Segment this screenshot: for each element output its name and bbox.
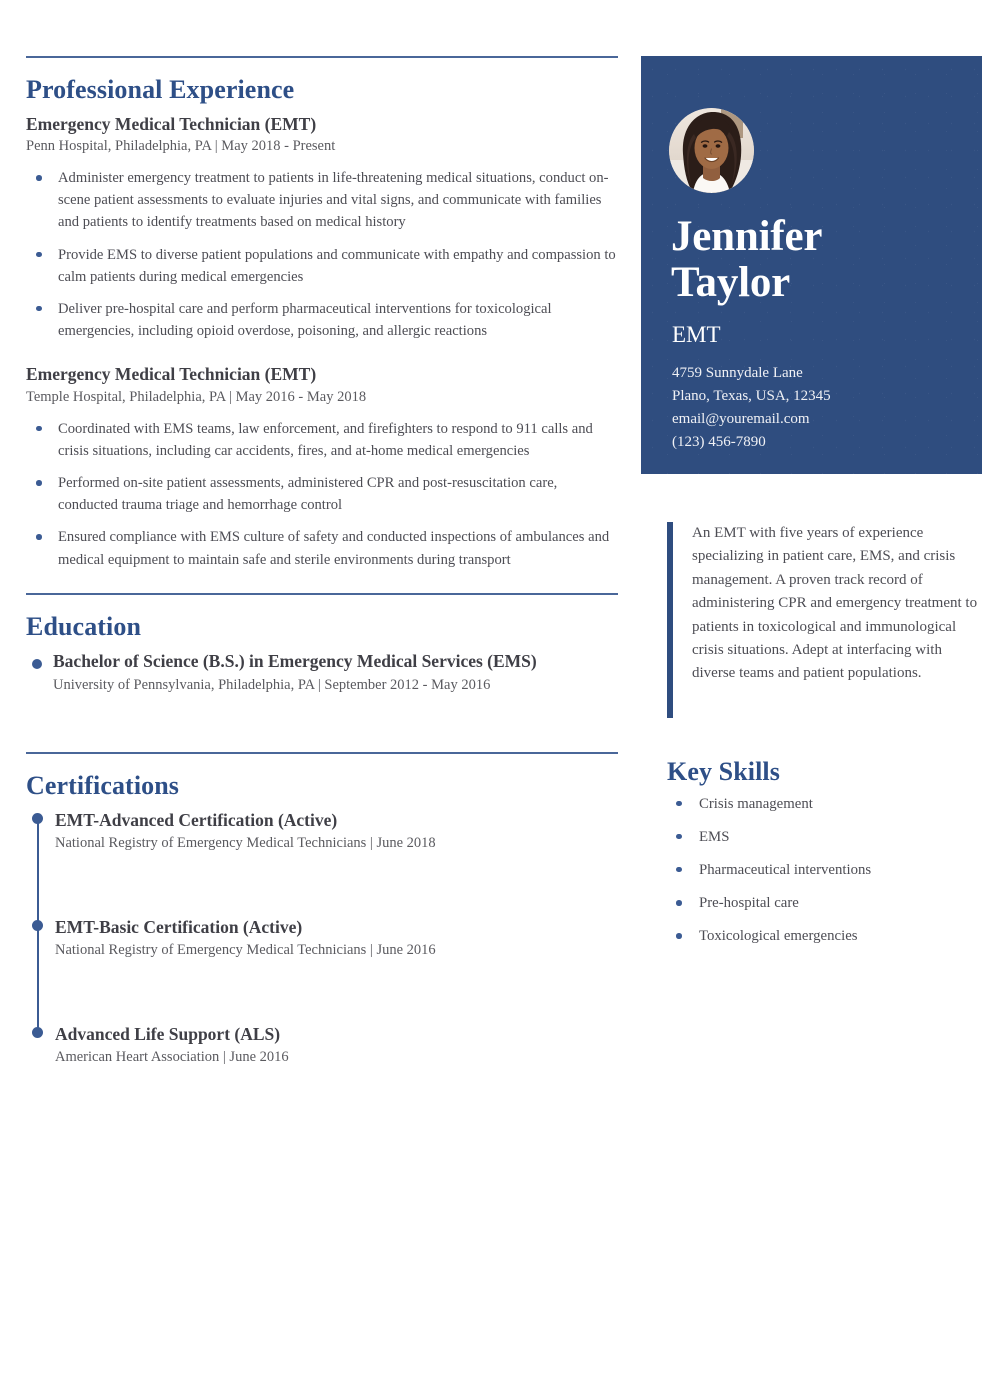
job-bullet-list (26, 418, 618, 571)
job-bullet: Ensured compliance with EMS culture of safety and conducted inspections of ambulances and medical equipment to maintain safe and sterile environments during transport (26, 526, 618, 570)
certification-entry (55, 916, 618, 1023)
job-bullet: Deliver pre-hospital care and perform pharmaceutical interventions for toxicological emergencies, including opioid overdose, poisoning, and allergic reactions (26, 298, 618, 342)
contact-email[interactable]: email@youremail.com (672, 411, 810, 428)
education-meta: University of Pennsylvania, Philadelphia, PA | September 2012 - May 2016 (53, 676, 491, 693)
divider-education (26, 593, 618, 595)
certification-list (26, 809, 618, 1067)
section-title-certifications: Certifications (26, 770, 180, 800)
person-role: EMT (672, 322, 721, 347)
job-bullet-list (26, 167, 618, 342)
certifications-section (26, 752, 618, 1068)
summary-accent-bar (667, 522, 673, 718)
section-title-experience: Professional Experience (26, 75, 295, 104)
summary-block (667, 522, 982, 686)
job-bullet: Performed on-site patient assessments, administered CPR and post-resuscitation care, conducted trauma triage and hemorrhage control (26, 472, 618, 516)
header-panel (641, 56, 982, 474)
experience-entry (26, 114, 618, 343)
job-meta: Penn Hospital, Philadelphia, PA | May 2018 - Present (26, 138, 336, 155)
skill-item: Crisis management (667, 793, 967, 815)
certification-name: Advanced Life Support (ALS) (55, 1024, 281, 1045)
last-name: Taylor (671, 259, 791, 306)
certification-meta: National Registry of Emergency Medical Technicians | June 2016 (55, 942, 436, 959)
certification-name: EMT-Advanced Certification (Active) (55, 810, 338, 831)
skill-item: Pharmaceutical interventions (667, 859, 967, 881)
summary-text: An EMT with five years of experience specializing in patient care, EMS, and crisis management. A proven track record of administering CPR and emergency treatment to patients in toxicological and immunological crisis situations. Adept at interfacing with diverse teams and patient populations. (692, 525, 978, 682)
skill-item: Toxicological emergencies (667, 925, 967, 947)
contact-address-line1: 4759 Sunnydale Lane (672, 365, 803, 381)
job-bullet: Coordinated with EMS teams, law enforcement, and firefighters to respond to 911 calls and crisis situations, including car accidents, fires, and at-home medical emergencies (26, 418, 618, 462)
section-title-education: Education (26, 611, 142, 641)
education-degree: Bachelor of Science (B.S.) in Emergency Medical Services (EMS) (53, 651, 537, 672)
certification-entry (55, 809, 618, 916)
first-name: Jennifer (671, 213, 823, 260)
contact-address-line2: Plano, Texas, USA, 12345 (672, 388, 831, 405)
education-entry (26, 650, 618, 695)
certification-name: EMT-Basic Certification (Active) (55, 917, 303, 938)
section-title-skills: Key Skills (667, 757, 780, 786)
job-title: Emergency Medical Technician (EMT) (26, 364, 317, 385)
profile-photo-icon (669, 108, 754, 193)
contact-phone[interactable]: (123) 456-7890 (672, 434, 766, 451)
certification-meta: American Heart Association | June 2016 (55, 1049, 289, 1066)
avatar (669, 108, 754, 193)
divider-experience (26, 56, 618, 58)
left-column (26, 56, 618, 1068)
education-section (26, 593, 618, 695)
skills-section (667, 758, 967, 959)
job-bullet: Administer emergency treatment to patients in life-threatening medical situations, conduct on-scene patient assessments to evaluate injuries and vital signs, and communicate with families and patients to identify treatments based on medical history (26, 167, 618, 234)
certification-entry (55, 1023, 618, 1067)
skill-list (667, 793, 967, 948)
experience-entry (26, 364, 618, 570)
certification-meta: National Registry of Emergency Medical Technicians | June 2018 (55, 835, 436, 852)
job-title: Emergency Medical Technician (EMT) (26, 113, 317, 134)
divider-certifications (26, 752, 618, 754)
job-meta: Temple Hospital, Philadelphia, PA | May 2016 - May 2018 (26, 389, 367, 406)
contact-block (672, 362, 831, 454)
skill-item: EMS (667, 826, 967, 848)
skill-item: Pre-hospital care (667, 892, 967, 914)
person-name (671, 214, 971, 306)
job-bullet: Provide EMS to diverse patient populations and communicate with empathy and compassion to calm patients during medical emergencies (26, 244, 618, 288)
